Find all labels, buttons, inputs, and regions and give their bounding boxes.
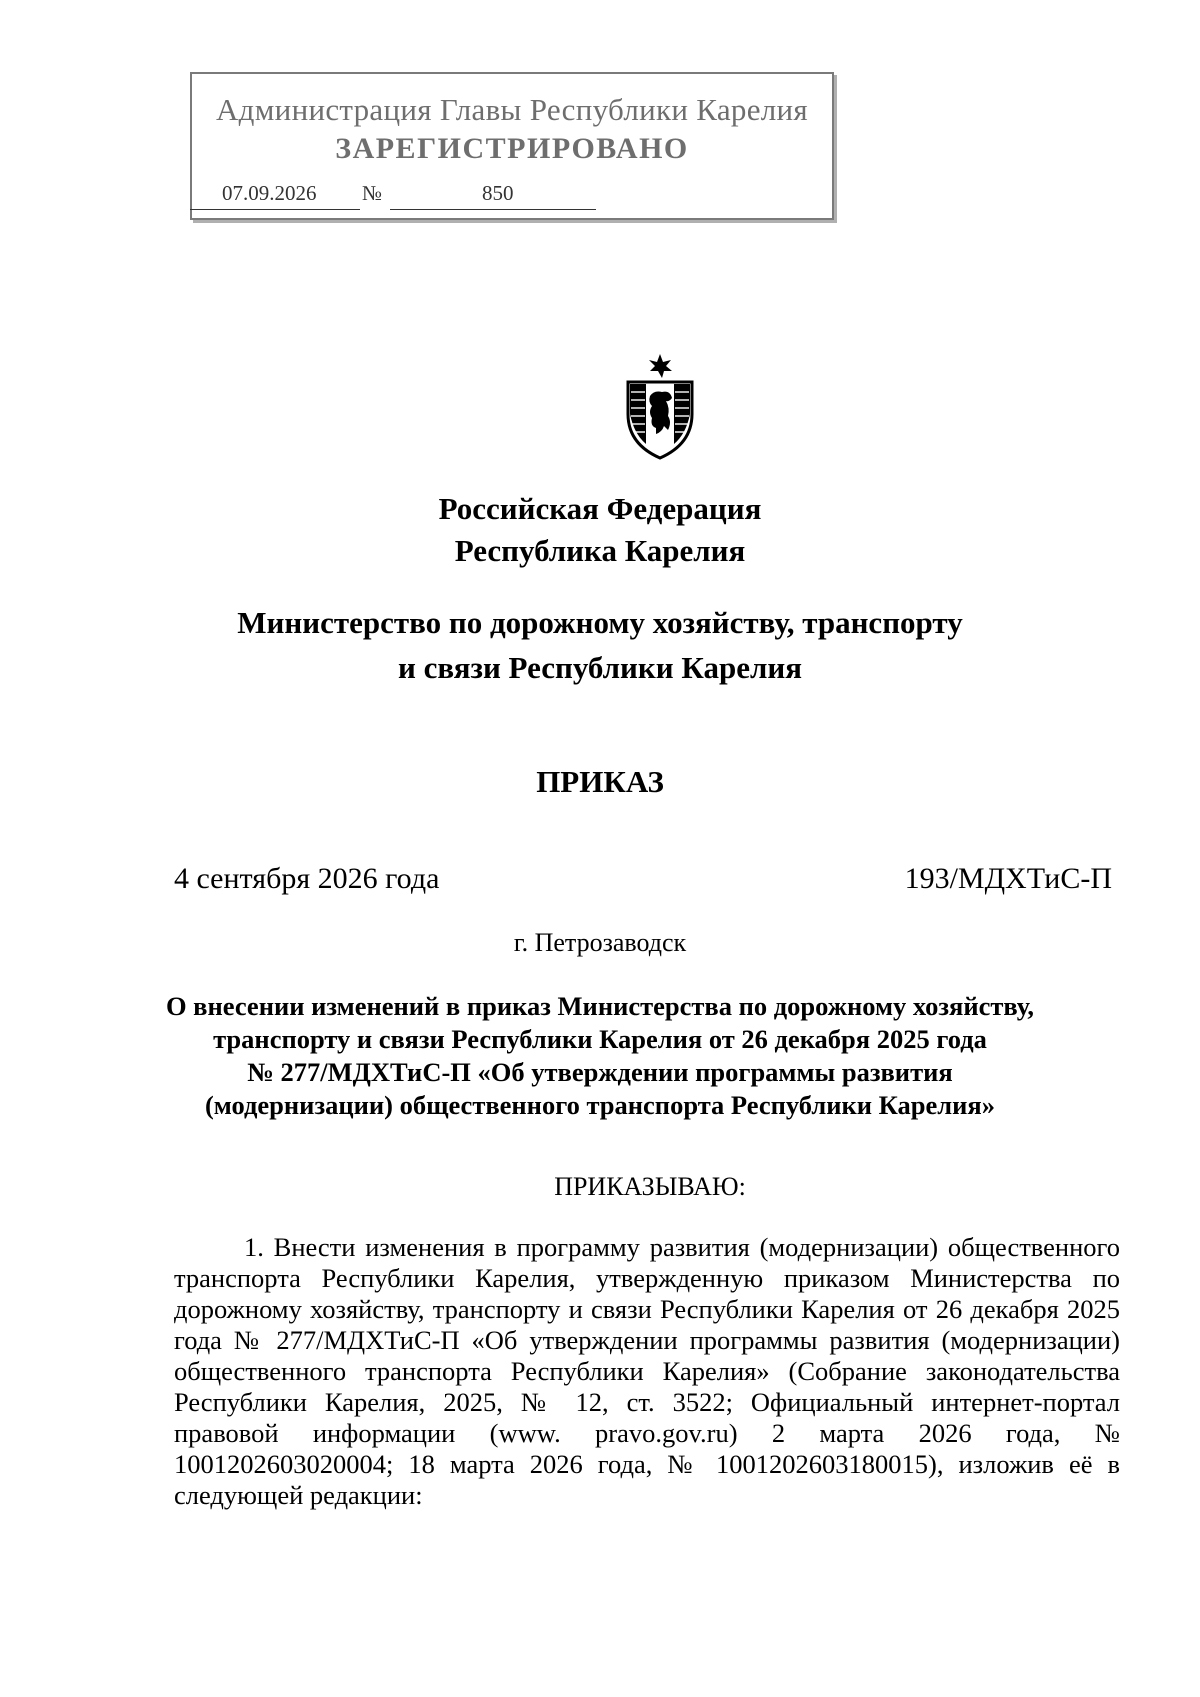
ministry-name <box>0 600 1200 690</box>
header-authority <box>0 488 1200 572</box>
stamp-number-underline <box>390 209 596 210</box>
paragraph-1: 1. Внести изменения в программу развития (модернизации) общественного транспорта Республики Карелия, утвержденную приказом Министерства по дорожному хозяйству, транспорту и связи Республики Карелия от 26 декабря 2025 года № 277/МДХТиС-П «Об утверждении программы развития (модернизации) общественного транспорта Республики Карелия» (Собрание законодательства Республики Карелия, 2025, № 12, ст. 3522; Официальный интернет-портал правовой информации (www. pravo.gov.ru) 2 марта 2026 года, № 1001202603020004; 18 марта 2026 года, № 1001202603180015), изложив её в следующей редакции: <box>174 1232 1120 1510</box>
title-line-4: (модернизации) общественного транспорта Республики Карелия» <box>204 1090 996 1120</box>
city: г. Петрозаводск <box>513 928 687 957</box>
stamp-number-sign: № <box>362 181 383 205</box>
title-line-3: № 277/МДХТиС-П «Об утверждении программы развития <box>247 1057 953 1087</box>
ministry-line-2: и связи Республики Карелия <box>398 650 802 685</box>
order-number: 193/МДХТиС-П <box>904 862 1112 895</box>
ministry-line-1: Министерство по дорожному хозяйству, транспорту <box>237 605 963 640</box>
stamp-date-underline <box>190 209 360 210</box>
title-line-1: О внесении изменений в приказ Министерства по дорожному хозяйству, <box>165 991 1035 1021</box>
order-date: 4 сентября 2026 года <box>174 862 440 895</box>
country-name: Российская Федерация <box>438 491 762 526</box>
title-line-2: транспорту и связи Республики Карелия от 26 декабря 2025 года <box>213 1024 987 1054</box>
stamp-authority: Администрация Главы Республики Карелия <box>216 92 808 127</box>
stamp-registered-label: ЗАРЕГИСТРИРОВАНО <box>335 132 689 165</box>
registration-stamp <box>190 72 834 220</box>
stamp-date: 07.09.2026 <box>222 181 317 205</box>
order-title <box>0 990 1200 1122</box>
region-name: Республика Карелия <box>454 533 746 568</box>
decree-word: ПРИКАЗЫВАЮ: <box>554 1172 746 1201</box>
karelia-coat-of-arms-icon <box>620 352 700 462</box>
stamp-number: 850 <box>482 181 514 205</box>
stamp-registration-row <box>190 177 620 211</box>
document-type: ПРИКАЗ <box>536 764 664 799</box>
